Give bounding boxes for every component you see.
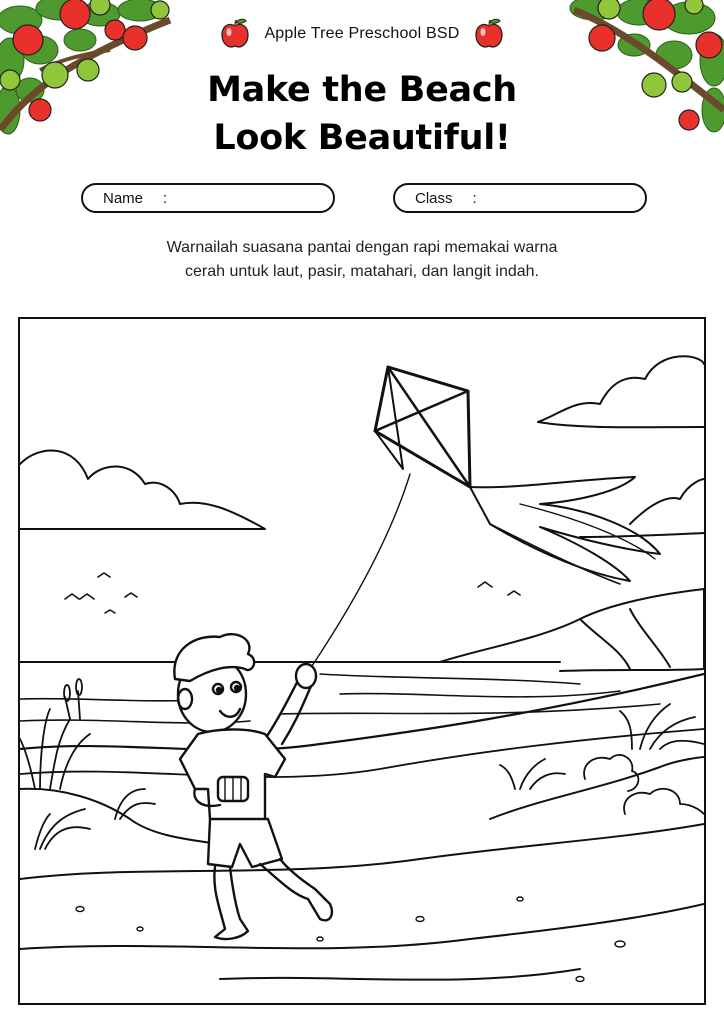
cloud-right <box>538 356 704 422</box>
beach-plants-right <box>500 704 704 814</box>
class-colon: : <box>472 189 477 207</box>
kite <box>310 367 660 669</box>
worksheet-title <box>0 66 724 162</box>
name-field[interactable] <box>81 183 335 213</box>
title-line-1: Make the Beach <box>207 70 517 110</box>
name-label: Name <box>103 189 144 207</box>
class-label: Class <box>415 189 453 207</box>
beach-grass-left <box>20 679 155 849</box>
sea-waves <box>20 674 660 723</box>
birds <box>65 573 520 613</box>
apple-icon <box>220 18 250 50</box>
instructions <box>0 236 724 284</box>
coloring-picture[interactable] <box>18 317 706 1005</box>
cloud-right-lower <box>630 479 704 524</box>
name-colon: : <box>163 189 168 207</box>
school-name: Apple Tree Preschool BSD <box>264 25 460 42</box>
cloud-left <box>20 450 265 529</box>
beach-kite-illustration <box>20 319 704 1003</box>
instructions-line-1: Warnailah suasana pantai dengan rapi memakai warna <box>166 239 558 256</box>
school-header <box>0 16 724 52</box>
title-line-2: Look Beautiful! <box>213 118 511 158</box>
pebbles <box>76 897 625 982</box>
sand-dune-right <box>490 757 704 819</box>
boy-flying-kite <box>174 634 332 939</box>
instructions-line-2: cerah untuk laut, pasir, matahari, dan langit indah. <box>185 263 539 280</box>
kite-string <box>310 474 410 669</box>
class-field[interactable] <box>393 183 647 213</box>
sand-dune-left <box>20 789 220 844</box>
apple-icon <box>474 18 504 50</box>
